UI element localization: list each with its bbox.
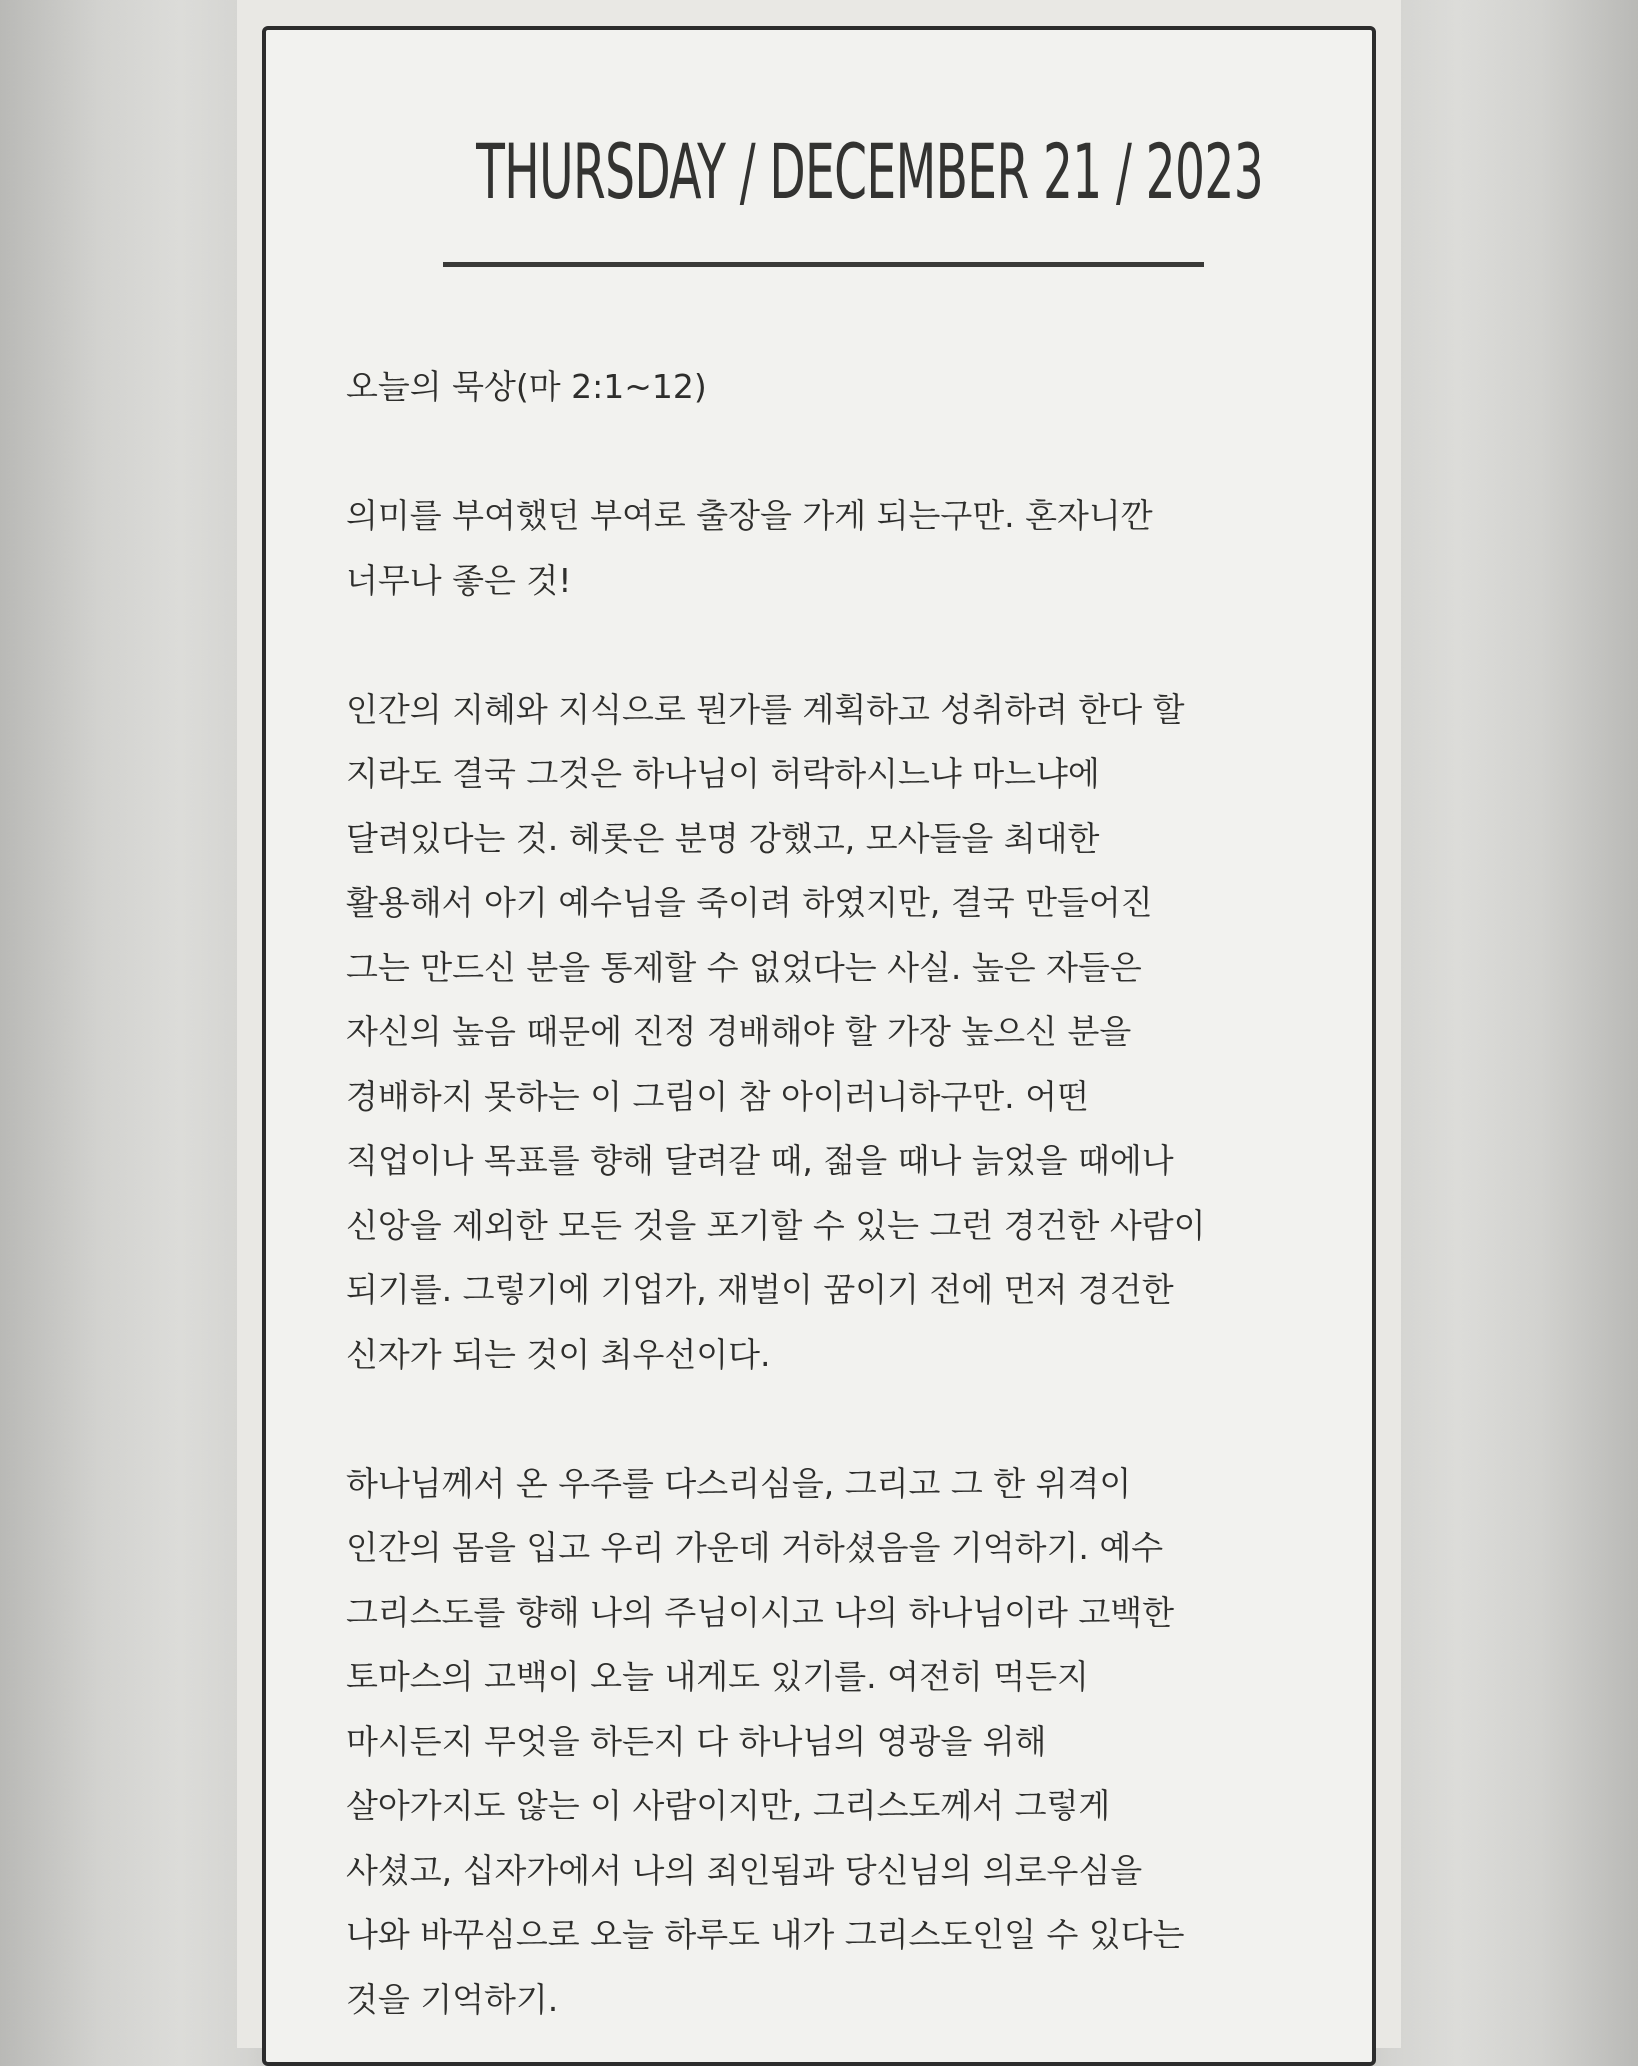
text-line: 나와 바꾸심으로 오늘 하루도 내가 그리스도인일 수 있다는 <box>346 1915 1185 1954</box>
text-line: 자신의 높음 때문에 진정 경배해야 할 가장 높으신 분을 <box>346 1012 1132 1051</box>
text-line: 사셨고, 십자가에서 나의 죄인됨과 당신님의 의로우심을 <box>346 1850 1143 1890</box>
text-line: 되기를. 그렇기에 기업가, 재벌이 꿈이기 전에 먼저 경건한 <box>346 1270 1174 1309</box>
paragraph-gap <box>346 1387 1336 1452</box>
text-line: 인간의 몸을 입고 우리 가운데 거하셨음을 기억하기. 예수 <box>346 1528 1164 1567</box>
text-line: 것을 기억하기. <box>346 1979 559 2019</box>
text-line: 지라도 결국 그것은 하나님이 허락하시느냐 마느냐에 <box>346 754 1100 793</box>
text-line: 경배하지 못하는 이 그림이 참 아이러니하구만. 어떤 <box>346 1076 1089 1116</box>
text-line: 활용해서 아기 예수님을 죽이려 하였지만, 결국 만들어진 <box>346 883 1153 922</box>
paragraph-gap <box>346 613 1336 678</box>
text-line: 살아가지도 않는 이 사람이지만, 그리스도께서 그렇게 <box>346 1786 1111 1825</box>
text-line: 그리스도를 향해 나의 주님이시고 나의 하나님이라 고백한 <box>346 1592 1175 1632</box>
journal-card <box>262 26 1376 2066</box>
text-line: 달려있다는 것. 헤롯은 분명 강했고, 모사들을 최대한 <box>346 818 1100 858</box>
journal-body <box>346 355 1336 2032</box>
text-line: 그는 만드신 분을 통제할 수 없었다는 사실. 높은 자들은 <box>346 947 1142 987</box>
text-line: 토마스의 고백이 오늘 내게도 있기를. 여전히 먹든지 <box>346 1657 1089 1696</box>
title-divider <box>443 262 1204 267</box>
text-line: 하나님께서 온 우주를 다스리심을, 그리고 그 한 위격이 <box>346 1463 1132 1503</box>
text-line: 너무나 좋은 것! <box>346 560 572 600</box>
date-title: THURSDAY / DECEMBER 21 / 2023 <box>476 127 1264 216</box>
heading: 오늘의 묵상(마 2:1~12) <box>346 367 707 406</box>
paragraph-gap <box>346 420 1336 485</box>
text-line: 신자가 되는 것이 최우선이다. <box>346 1334 771 1374</box>
text-line: 신앙을 제외한 모든 것을 포기할 수 있는 그런 경건한 사람이 <box>346 1205 1206 1245</box>
text-line: 직업이나 목표를 향해 달려갈 때, 젊을 때나 늙었을 때에나 <box>346 1141 1174 1180</box>
text-line: 마시든지 무엇을 하든지 다 하나님의 영광을 위해 <box>346 1721 1047 1761</box>
text-line: 의미를 부여했던 부여로 출장을 가게 되는구만. 혼자니깐 <box>346 496 1153 535</box>
text-line: 인간의 지혜와 지식으로 뭔가를 계획하고 성취하려 한다 할 <box>346 689 1185 729</box>
